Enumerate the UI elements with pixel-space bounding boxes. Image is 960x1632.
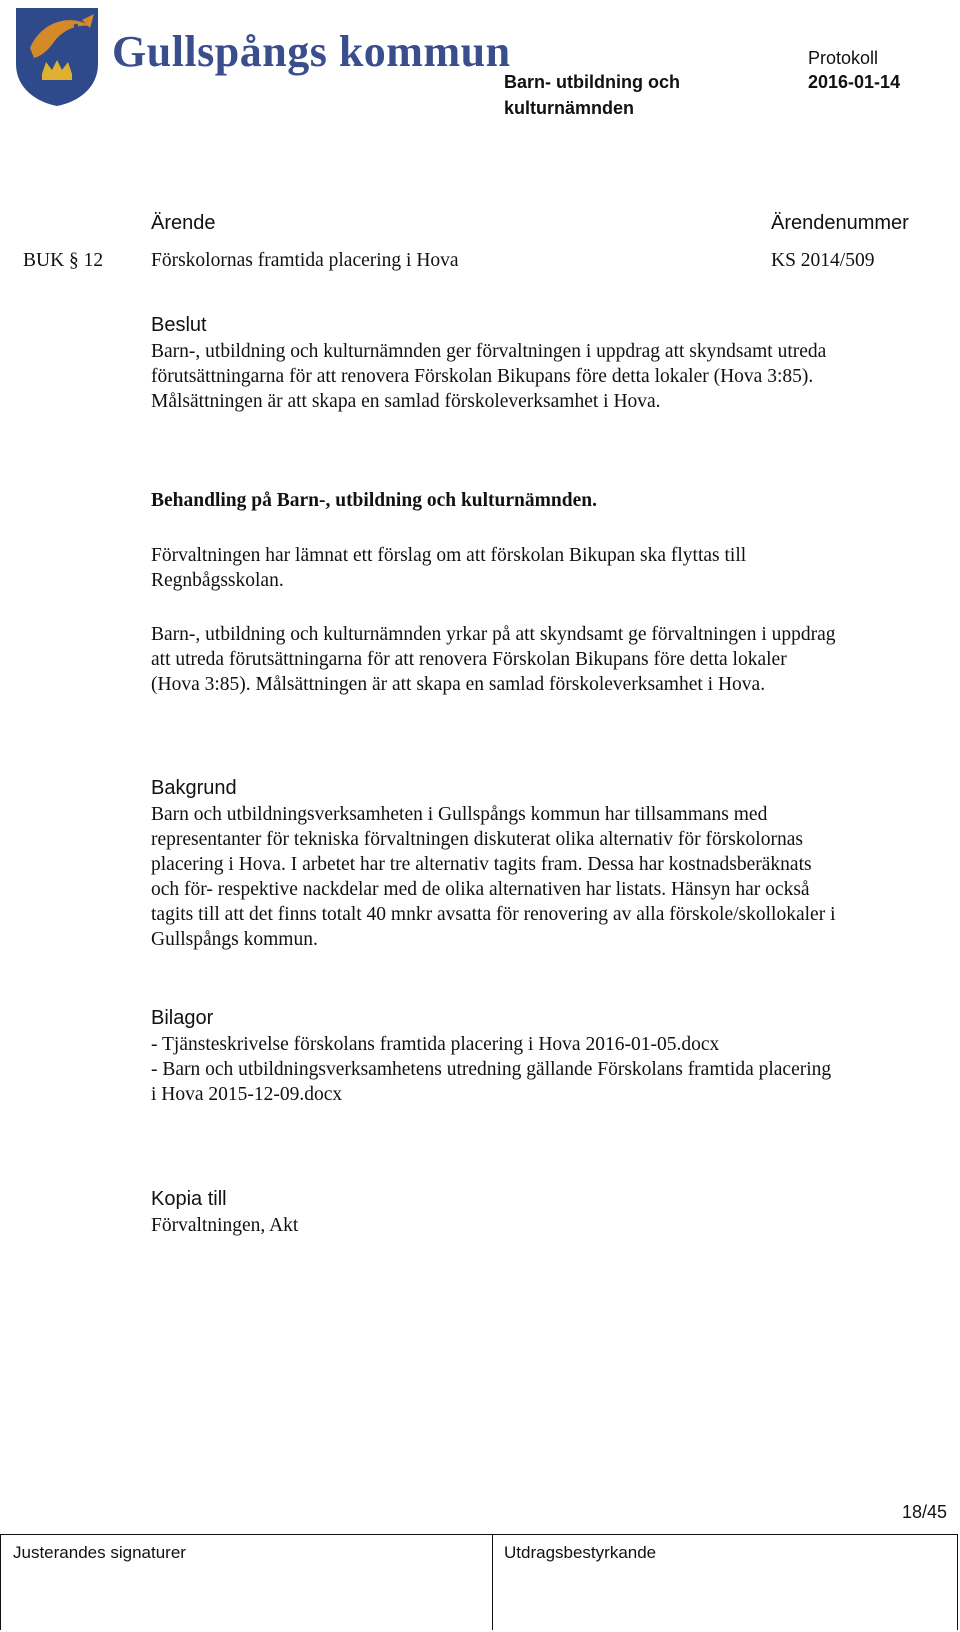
extract-certification-label: Utdragsbestyrkande (504, 1543, 657, 1562)
treatment-heading: Behandling på Barn-, utbildning och kulturnämnden. (151, 490, 597, 511)
case-number-column-label: Ärendenummer (771, 212, 909, 234)
subject-column-label: Ärende (151, 212, 216, 234)
treatment-paragraph-2 (151, 622, 951, 697)
decision-text (151, 339, 951, 414)
copy-to-recipients: Förvaltningen, Akt (151, 1215, 299, 1236)
background-line: och för- respektive nackdelar med de olika alternativen har listats. Hänsyn har också (151, 879, 810, 900)
signature-table (0, 1534, 958, 1630)
copy-to-heading: Kopia till (151, 1188, 227, 1210)
attachment-item: i Hova 2015-12-09.docx (151, 1084, 343, 1105)
attachment-item: - Barn och utbildningsverksamhetens utredning gällande Förskolans framtida placering (151, 1059, 832, 1080)
gullspang-coat-of-arms-logo (12, 4, 102, 108)
background-line: Barn och utbildningsverksamheten i Gullspångs kommun har tillsammans med (151, 804, 768, 825)
signatures-label: Justerandes signaturer (13, 1543, 186, 1562)
treatment-line: Regnbågsskolan. (151, 570, 284, 591)
signature-table-divider (492, 1535, 493, 1630)
case-number: KS 2014/509 (771, 250, 875, 271)
committee-name-line1: Barn- utbildning och (504, 72, 680, 92)
background-line: placering i Hova. I arbetet har tre alternativ tagits fram. Dessa har kostnadsberäknats (151, 854, 812, 875)
attachments-heading: Bilagor (151, 1007, 214, 1029)
document-date: 2016-01-14 (808, 72, 901, 92)
page-number: 18/45 (901, 1502, 947, 1522)
decision-line: förutsättningarna för att renovera Förskolan Bikupans före detta lokaler (Hova 3:85). (151, 366, 814, 387)
background-line: representanter för tekniska förvaltningen diskuterat olika alternativ för förskolornas (151, 829, 803, 850)
treatment-line: att utreda förutsättningarna för att renovera Förskolan Bikupans före detta lokaler (151, 649, 787, 670)
paragraph-number: BUK § 12 (23, 250, 104, 271)
background-line: tagits till att det finns totalt 40 mnkr avsatta för renovering av alla förskole/skollokaler i (151, 904, 836, 925)
decision-heading: Beslut (151, 314, 207, 336)
treatment-line: Förvaltningen har lämnat ett förslag om att förskolan Bikupan ska flyttas till (151, 545, 747, 566)
case-title: Förskolornas framtida placering i Hova (151, 250, 459, 271)
treatment-line: Barn-, utbildning och kulturnämnden yrkar på att skyndsamt ge förvaltningen i uppdrag (151, 624, 836, 645)
organization-name: Gullspångs kommun (112, 27, 511, 76)
decision-line: Målsättningen är att skapa en samlad förskoleverksamhet i Hova. (151, 391, 661, 412)
decision-line: Barn-, utbildning och kulturnämnden ger förvaltningen i uppdrag att skyndsamt utreda (151, 341, 827, 362)
attachment-item: - Tjänsteskrivelse förskolans framtida placering i Hova 2016-01-05.docx (151, 1034, 720, 1055)
treatment-paragraph-1 (151, 543, 951, 593)
committee-name-line2: kulturnämnden (504, 98, 635, 118)
background-text (151, 802, 951, 952)
background-heading: Bakgrund (151, 777, 237, 799)
treatment-line: (Hova 3:85). Målsättningen är att skapa en samlad förskoleverksamhet i Hova. (151, 674, 766, 695)
background-line: Gullspångs kommun. (151, 929, 318, 950)
attachments-list (151, 1032, 951, 1107)
document-type: Protokoll (808, 48, 879, 68)
